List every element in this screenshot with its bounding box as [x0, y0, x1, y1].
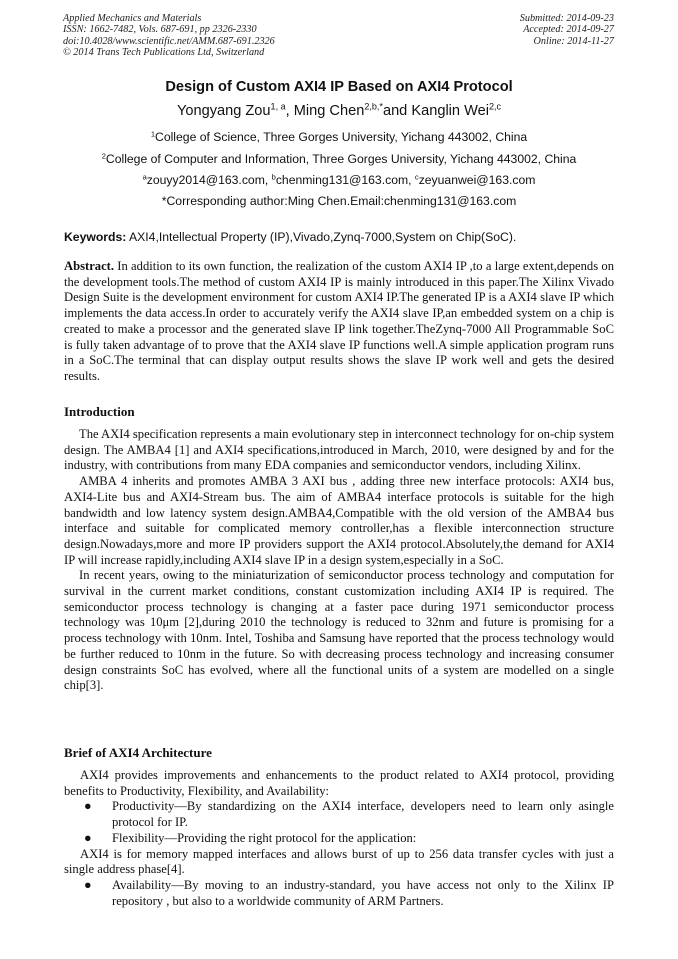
email-sup: c	[414, 172, 419, 182]
paragraph: In recent years, owing to the miniaturization of semiconductor process technology and computation for survival in the current market conditions, constant customization including AXI4 IP is required. The semiconductor process technology is changing at a faster pace during 1971 semiconductor process technology was 10μm [2],during 2010 the technology is reduced to 32nm and future is promising for a process technology with 10nm. Intel, Toshiba and Samsung have reported that the process technology would be further reduced to 10nm in the future. So with decreasing process technology and increasing consumer design constraints SoC has evolved, where all the functional units of a system are modelled on a single chip[3].	[64, 568, 614, 693]
author-name: Ming Chen	[293, 103, 365, 119]
corresponding-author: *Corresponding author:Ming Chen.Email:chenming131@163.com	[161, 194, 517, 208]
author-name: Kanglin Wei	[411, 103, 489, 119]
affiliation-text: College of Computer and Information, Three Gorges University, Yichang 443002, China	[105, 152, 577, 166]
email-sup: b	[271, 172, 276, 182]
brief-body	[64, 768, 614, 909]
email-sup: a	[142, 172, 147, 182]
brief-heading: Brief of AXI4 Architecture	[64, 745, 212, 760]
bullet-item	[64, 831, 614, 847]
copyright-line: © 2014 Trans Tech Publications Ltd, Switzerland	[63, 46, 265, 58]
bullet-icon: ●	[84, 799, 92, 814]
keywords-label: Keywords:	[64, 230, 127, 244]
bullet-icon: ●	[84, 830, 92, 845]
paragraph: AXI4 provides improvements and enhancements to the product related to AXI4 protocol, providing benefits to Productivity, Flexibility, and Availability:	[64, 768, 614, 798]
doi-line: doi:10.4028/www.scientific.net/AMM.687-691.2326	[63, 35, 275, 47]
abstract-text: In addition to its own function, the realization of the custom AXI4 IP ,to a large extent,depends on the development tools.The method of custom AXI4 IP is mainly introduced in this paper.The Xilinx Vivado Design Suite is the development environment for custom AXI4 IP.The generated IP is a AXI4 slave IP which implements the data access.In order to accurately verify the AXI4 slave IP,an embedded system on a chip is created to make a processor and the generated slave IP link together.TheZynq-7000 All Programmable SoC is fully taken advantage of to prove that the AXI4 slave IP functions well.A simple application program runs in a SoC.The terminal that can display output results shows the slave IP work well and gets the desired results.	[64, 259, 614, 383]
affiliation-sup: 2	[101, 151, 106, 161]
dates-header	[520, 13, 614, 47]
bullet-text: Flexibility—Providing the right protocol for the application:	[112, 830, 417, 845]
introduction-body	[64, 427, 614, 694]
bullet-text: Availability—By moving to an industry-standard, you have access not only to the Xilinx IP repository , but also to a worldwide community of ARM Partners.	[112, 877, 614, 908]
author-sep: and	[382, 103, 412, 119]
submitted-date: Submitted: 2014-09-23	[519, 13, 614, 24]
author-name: Yongyang Zou	[176, 103, 271, 119]
author-list	[0, 103, 678, 119]
affiliation-text: College of Science, Three Gorges University, Yichang 443002, China	[155, 130, 528, 144]
author-sup: 2,b,*	[364, 101, 383, 112]
bullet-item	[64, 878, 614, 909]
journal-name: Applied Mechanics and Materials	[63, 13, 202, 24]
paragraph: The AXI4 specification represents a main evolutionary step in interconnect technology for on-chip system design. The AMBA4 [1] and AXI4 specifications,introduced in March, 2010, were designed by and for the industry, with contributions from many EDA companies and semiconductor vendors, including Xilinx.	[64, 427, 614, 473]
author-sup: 1, a	[270, 101, 286, 112]
keywords	[64, 230, 516, 244]
abstract	[64, 259, 614, 385]
email-text: chenming131@163.com,	[275, 173, 415, 187]
paragraph: AMBA 4 inherits and promotes AMBA 3 AXI bus , adding three new interface protocols: AXI4 bus, AXI4-Lite bus and AXI4-Stream bus. The aim of AMBA4 interface protocols is suitable for the high bandwidth and low latency system design.AMBA4,Compatible with the old version of the AMBA4 bus interface and suitable for complicated memory controller,has a flexible interconnection structure design.Nowadays,more and more IP providers support the AXI4 protocol.Absolutely,the demand for AXI4 IP will increase rapidly,including AXI4 slave IP in a design system,especially in a SoC.	[64, 474, 614, 567]
bullet-icon: ●	[84, 877, 92, 892]
email-text: zeyuanwei@163.com	[418, 173, 536, 187]
affiliation-2	[0, 152, 678, 166]
author-sup: 2,c	[488, 101, 502, 112]
introduction-heading: Introduction	[64, 404, 135, 419]
affiliation-1	[0, 130, 678, 144]
paper-title: Design of Custom AXI4 IP Based on AXI4 Protocol	[165, 79, 513, 95]
paragraph: AXI4 is for memory mapped interfaces and allows burst of up to 256 data transfer cycles with just a single address phase[4].	[64, 846, 614, 877]
bullet-text: Productivity—By standardizing on the AXI4 interface, developers need to learn only asingle protocol for IP.	[112, 799, 614, 830]
author-sep: ,	[285, 103, 294, 119]
journal-header	[63, 13, 275, 58]
issn-line: ISSN: 1662-7482, Vols. 687-691, pp 2326-2330	[63, 24, 257, 36]
online-date: Online: 2014-11-27	[533, 35, 614, 47]
affiliation-sup: 1	[150, 129, 156, 139]
keywords-text: AXI4,Intellectual Property (IP),Vivado,Zynq-7000,System on Chip(SoC).	[126, 230, 517, 244]
bullet-item	[64, 799, 614, 830]
abstract-label: Abstract.	[64, 259, 115, 273]
email-text: zouyy2014@163.com,	[146, 173, 272, 187]
accepted-date: Accepted: 2014-09-27	[523, 24, 614, 36]
email-line	[0, 173, 678, 187]
